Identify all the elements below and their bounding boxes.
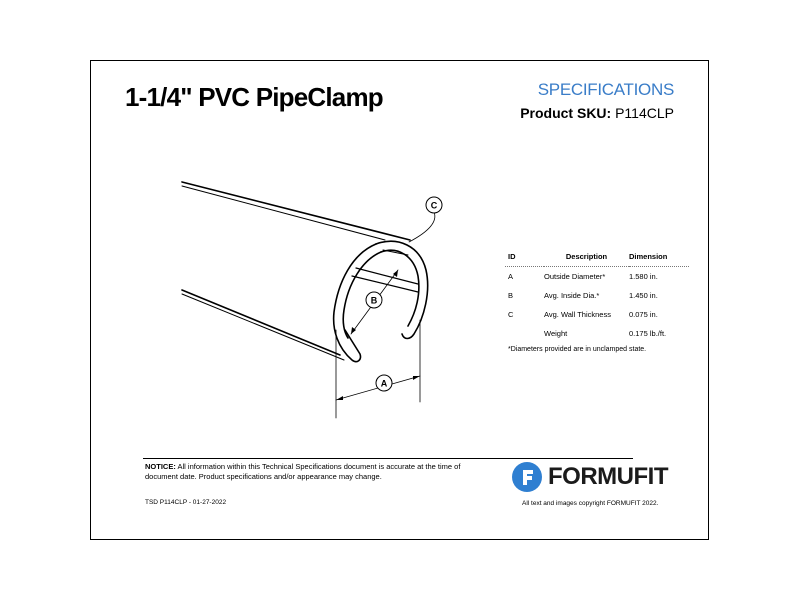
callout-c-label: C bbox=[430, 200, 438, 211]
header-dimension: Dimension bbox=[629, 250, 689, 267]
row-description: Avg. Wall Thickness bbox=[544, 310, 611, 319]
header-description: Description bbox=[544, 250, 629, 267]
header-id: ID bbox=[505, 250, 544, 267]
table-row bbox=[505, 267, 689, 287]
notice-text: All information within this Technical Specifications document is accurate at the time of document date. Product specifications and/or appearance may change. bbox=[145, 462, 461, 481]
table-row bbox=[505, 324, 689, 343]
specifications-heading: SPECIFICATIONS bbox=[537, 80, 674, 99]
document-code: TSD P114CLP - 01-27-2022 bbox=[145, 499, 227, 506]
row-dimension: 1.580 in. bbox=[629, 272, 658, 281]
footer-divider bbox=[143, 458, 633, 459]
formufit-logo-icon bbox=[512, 462, 542, 492]
row-dimension: 0.075 in. bbox=[629, 310, 658, 319]
sku-value: P114CLP bbox=[615, 105, 674, 121]
spec-table-header bbox=[505, 250, 689, 267]
notice-block bbox=[145, 462, 475, 482]
row-id: B bbox=[508, 291, 514, 300]
row-id: A bbox=[508, 272, 514, 281]
row-id bbox=[505, 324, 544, 343]
formufit-logo bbox=[512, 461, 668, 493]
row-dimension: 0.175 lb./ft. bbox=[629, 329, 667, 338]
diameter-footnote: *Diameters provided are in unclamped state. bbox=[508, 346, 647, 353]
copyright-text: All text and images copyright FORMUFIT 2022. bbox=[522, 500, 659, 507]
spec-table bbox=[505, 250, 689, 343]
row-description: Outside Diameter* bbox=[544, 272, 606, 281]
row-id: C bbox=[508, 310, 514, 319]
clamp-top-edge bbox=[182, 182, 410, 240]
row-description: Weight bbox=[544, 329, 568, 338]
row-description: Avg. Inside Dia.* bbox=[544, 291, 600, 300]
notice-label: NOTICE: bbox=[145, 462, 176, 471]
logo-text: FORMUFIT bbox=[548, 463, 668, 490]
table-row bbox=[505, 305, 689, 324]
row-dimension: 1.450 in. bbox=[629, 291, 658, 300]
callout-b-label: B bbox=[370, 295, 378, 306]
clamp-bottom-edge bbox=[182, 290, 340, 355]
sku-label: Product SKU: bbox=[520, 105, 612, 121]
callout-a-label: A bbox=[380, 378, 388, 389]
table-row bbox=[505, 286, 689, 305]
product-title: 1-1/4" PVC PipeClamp bbox=[125, 82, 383, 112]
